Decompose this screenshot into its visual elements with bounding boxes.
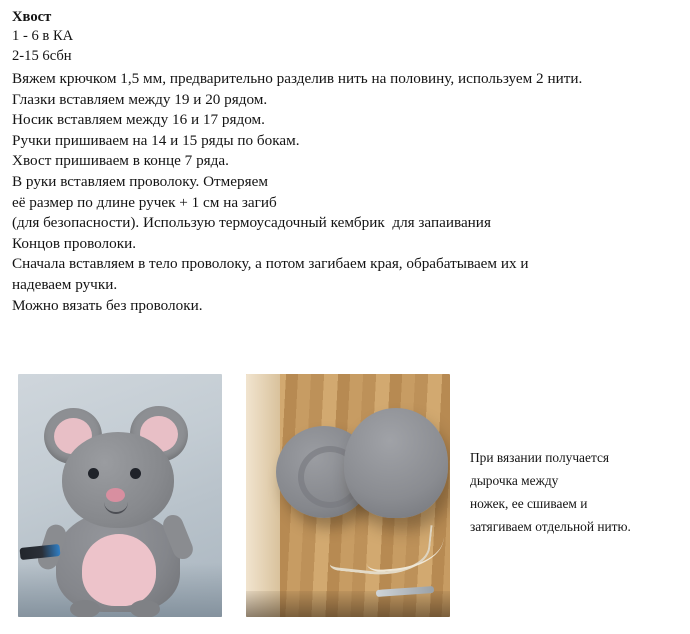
caption-line-3: ножек, ее сшиваем и	[470, 496, 588, 511]
instruction-line-1: Вяжем крючком 1,5 мм, предварительно разделив нить на половину, используем 2 нити.	[12, 70, 583, 87]
instruction-line-3: Носик вставляем между 16 и 17 рядом.	[12, 111, 265, 129]
instruction-line-9: Концов проволоки.	[12, 234, 137, 252]
photo-finished-mouse	[18, 374, 222, 617]
caption-line-4: затягиваем отдельной нитю.	[470, 519, 631, 534]
instruction-line-4: Ручки пришиваем на 14 и 15 ряды по бокам.	[12, 131, 300, 149]
mouse-foot-right	[130, 600, 160, 617]
instruction-line-12: Можно вязать без проволоки.	[12, 296, 203, 314]
round-line-1: 1 - 6 в КА	[12, 28, 74, 44]
instruction-line-5: Хвост пришиваем в конце 7 ряда.	[12, 152, 229, 170]
mouse-eye-right	[130, 468, 141, 479]
instruction-line-6: В руки вставляем проволоку. Отмеряем	[12, 172, 268, 190]
instruction-line-7: её размер по длине ручек + 1 см на загиб	[12, 193, 277, 211]
section-title: Хвост	[12, 9, 52, 25]
instructions-text-block	[12, 8, 676, 316]
photo-caption	[470, 446, 684, 538]
instruction-line-8: (для безопасности). Использую термоусадочный кембрик для запаивания	[12, 214, 491, 232]
caption-line-2: дырочка между	[470, 473, 559, 488]
instruction-line-11: надеваем ручки.	[12, 275, 118, 293]
photo-mouse-parts	[246, 374, 450, 617]
instruction-line-2: Глазки вставляем между 19 и 20 рядом.	[12, 90, 268, 108]
mouse-foot-left	[70, 600, 100, 617]
caption-line-1: При вязании получается	[470, 450, 610, 465]
round-line-2: 2-15 6сбн	[12, 47, 72, 64]
part-body	[344, 408, 448, 518]
mouse-belly	[82, 534, 156, 606]
instruction-line-10: Сначала вставляем в тело проволоку, а потом загибаем края, обрабатываем их и	[12, 255, 529, 273]
mouse-eye-left	[88, 468, 99, 479]
